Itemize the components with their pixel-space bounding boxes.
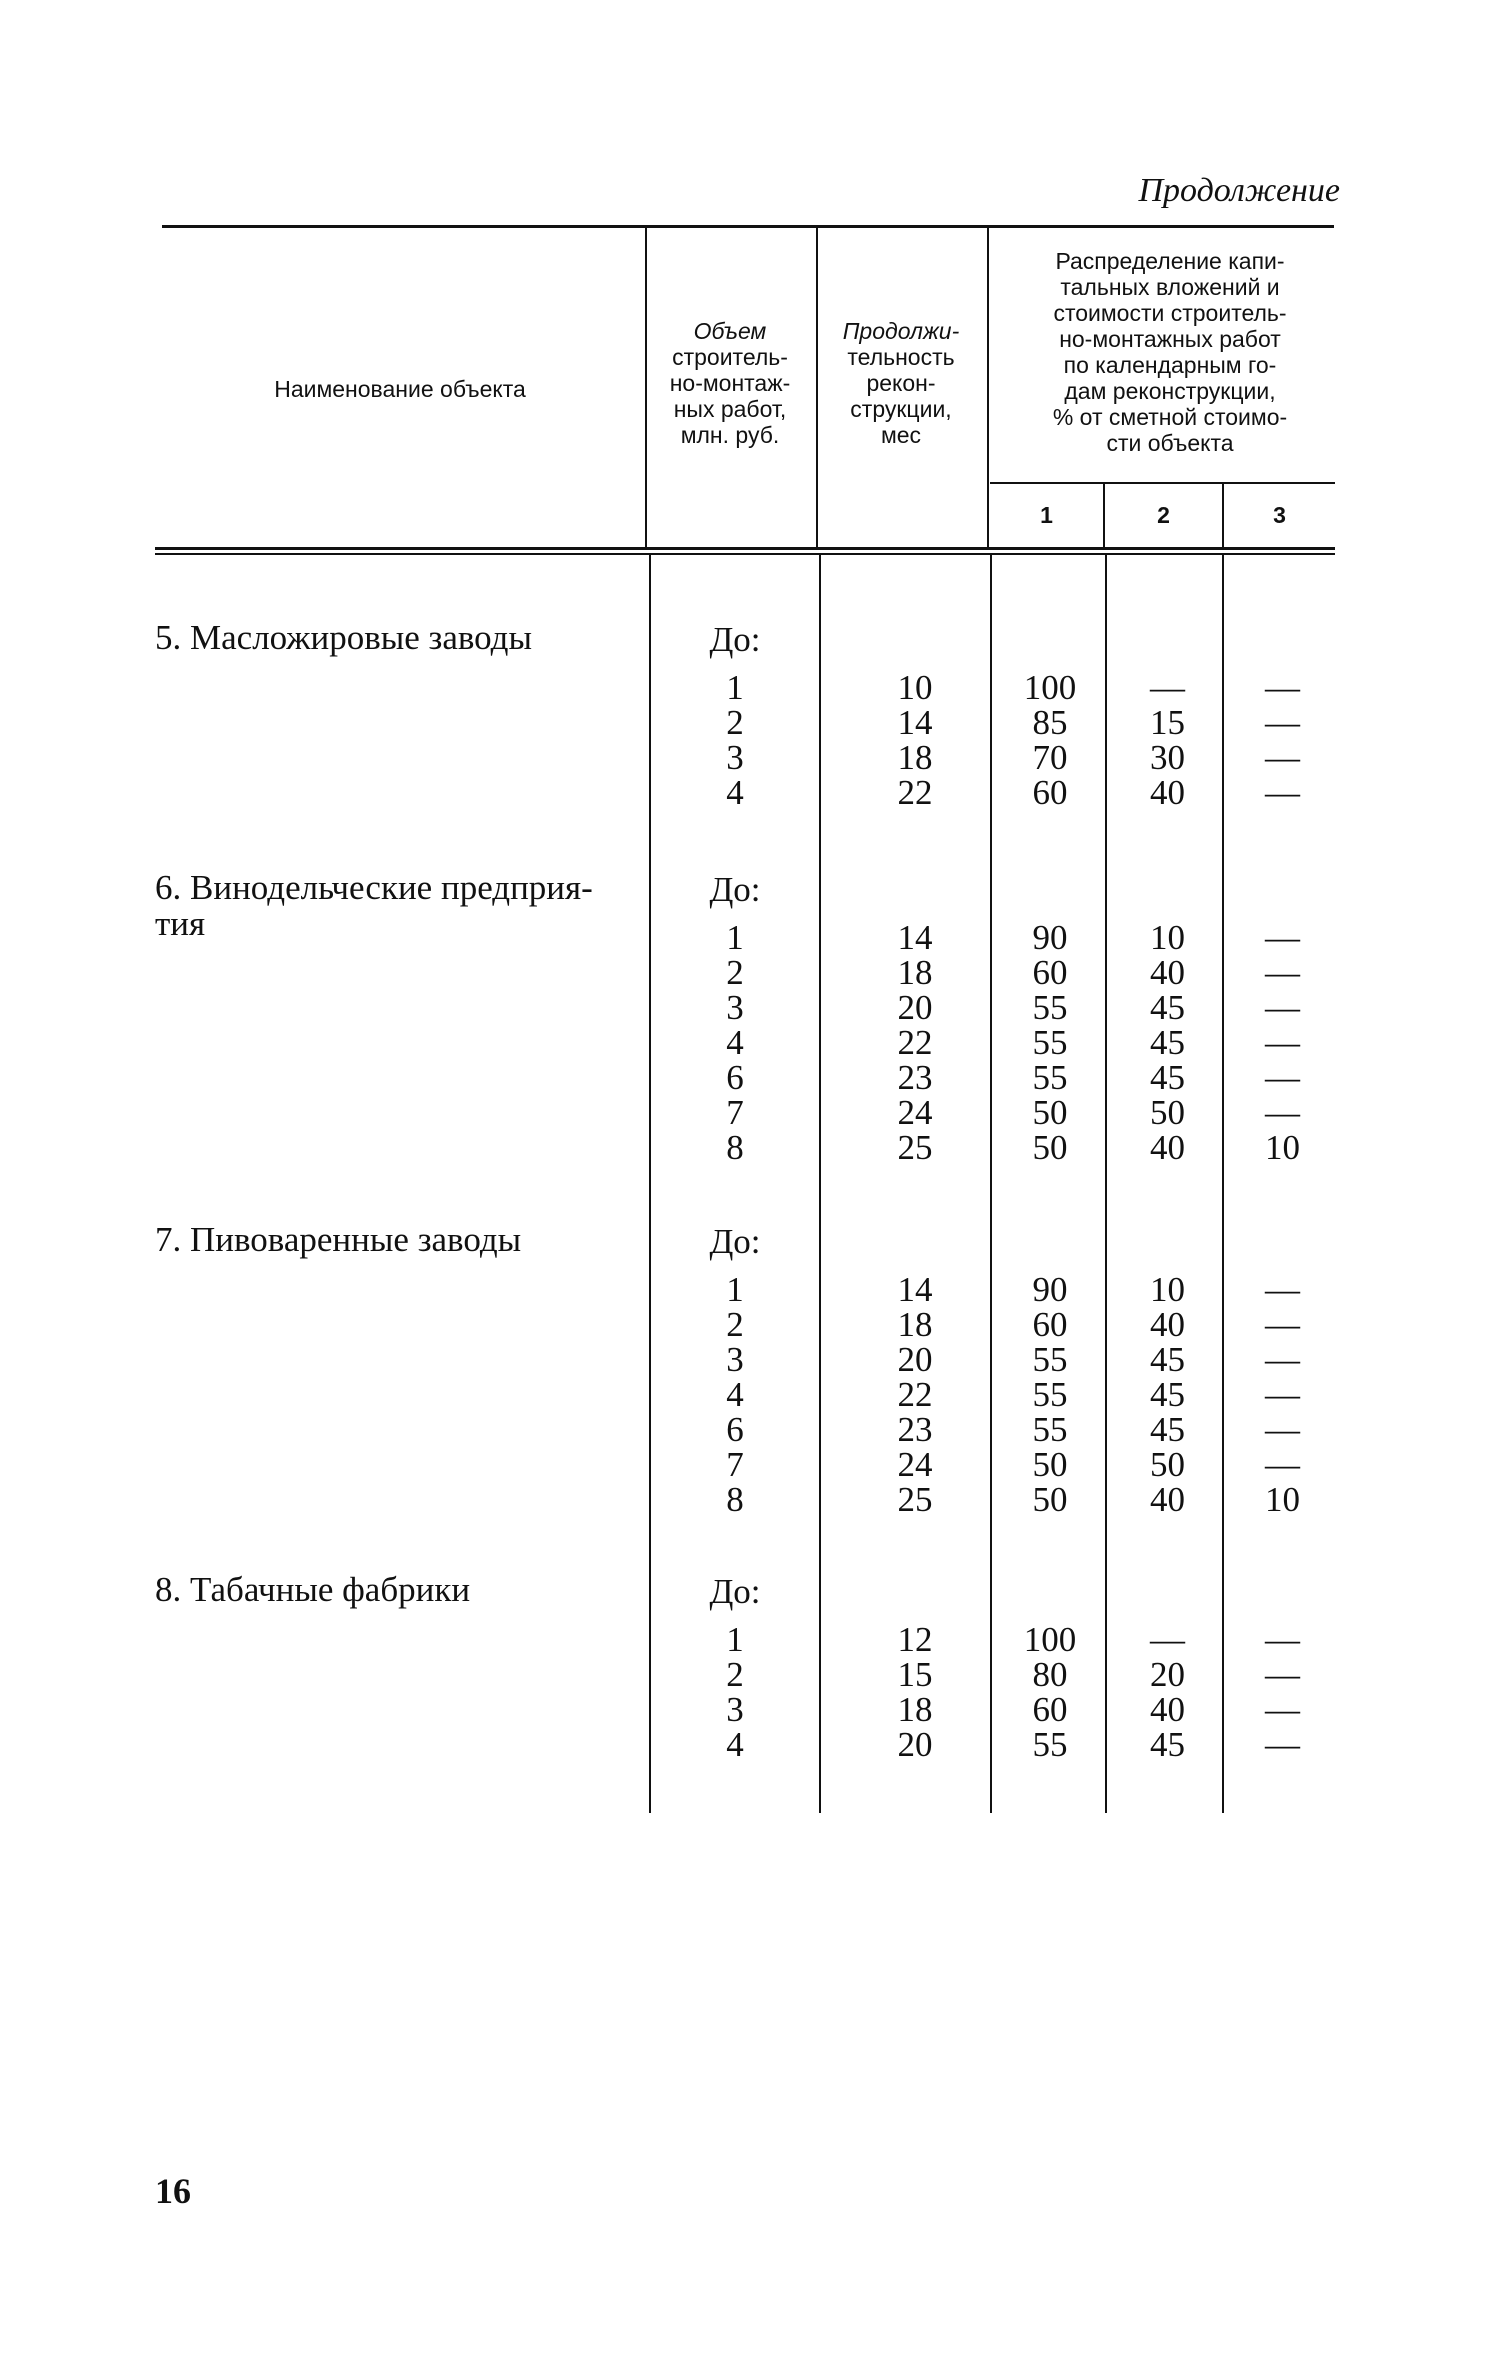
cell-duration: 14 bbox=[897, 1270, 933, 1309]
cell-y3: 10 bbox=[1265, 1480, 1300, 1519]
cell-duration: 25 bbox=[897, 1128, 933, 1167]
cell-y2: 45 bbox=[1150, 1340, 1185, 1379]
cell-y3: — bbox=[1265, 1023, 1300, 1062]
cell-duration: 22 bbox=[897, 1023, 933, 1062]
cell-y2: 40 bbox=[1150, 1480, 1185, 1519]
continuation-label: Продолжение bbox=[1138, 172, 1340, 209]
cell-y2: — bbox=[1150, 668, 1185, 707]
cell-volume: 3 bbox=[726, 1340, 744, 1379]
cell-duration: 14 bbox=[897, 918, 933, 957]
cell-duration: 18 bbox=[897, 738, 933, 777]
cell-volume: 3 bbox=[726, 738, 744, 777]
cell-y1: 100 bbox=[1023, 668, 1077, 707]
header-bottom-rule bbox=[155, 547, 1335, 550]
body-top-rule bbox=[155, 553, 1335, 555]
cell-y2: 45 bbox=[1150, 1023, 1185, 1062]
cell-y3: — bbox=[1265, 1093, 1300, 1132]
cell-y2: 40 bbox=[1150, 1305, 1185, 1344]
cell-y3: — bbox=[1265, 703, 1300, 742]
do-label: До: bbox=[709, 1572, 761, 1611]
cell-volume: 7 bbox=[726, 1445, 744, 1484]
cell-volume: 2 bbox=[726, 953, 744, 992]
cell-volume: 4 bbox=[726, 773, 744, 812]
cell-y2: 40 bbox=[1150, 1128, 1185, 1167]
cell-y2: 45 bbox=[1150, 1058, 1185, 1097]
header-distribution: Распределение капи- тальных вложений и стоимости строитель- но-монтажных работ по календарным го- дам реконструкции, % от сметной стоимо- сти объекта bbox=[1052, 248, 1288, 456]
group-title: 5. Масложировые заводы bbox=[155, 618, 532, 657]
cell-volume: 2 bbox=[726, 1305, 744, 1344]
cell-duration: 23 bbox=[897, 1410, 933, 1449]
cell-duration: 20 bbox=[897, 1340, 933, 1379]
cell-duration: 24 bbox=[897, 1093, 933, 1132]
cell-duration: 18 bbox=[897, 1690, 933, 1729]
cell-volume: 4 bbox=[726, 1375, 744, 1414]
cell-y1: 55 bbox=[1032, 1375, 1068, 1414]
cell-y3: — bbox=[1265, 1620, 1300, 1659]
cell-volume: 2 bbox=[726, 703, 744, 742]
cell-y1: 70 bbox=[1032, 738, 1068, 777]
cell-y2: 45 bbox=[1150, 1725, 1185, 1764]
cell-volume: 6 bbox=[726, 1058, 744, 1097]
cell-duration: 20 bbox=[897, 1725, 933, 1764]
do-label: До: bbox=[709, 1222, 761, 1261]
cell-y3: — bbox=[1265, 668, 1300, 707]
cell-y1: 55 bbox=[1032, 1058, 1068, 1097]
page-number: 16 bbox=[155, 2171, 191, 2211]
cell-volume: 3 bbox=[726, 1690, 744, 1729]
group-title: 7. Пивоваренные заводы bbox=[155, 1220, 522, 1259]
cell-duration: 18 bbox=[897, 1305, 933, 1344]
year-header-1: 1 bbox=[1040, 502, 1053, 528]
cell-y1: 90 bbox=[1032, 918, 1068, 957]
table-top-rule bbox=[162, 225, 1334, 228]
cell-y3: 10 bbox=[1265, 1128, 1300, 1167]
cell-y3: — bbox=[1265, 1305, 1300, 1344]
cell-y1: 60 bbox=[1032, 953, 1068, 992]
cell-y1: 50 bbox=[1032, 1093, 1068, 1132]
cell-y2: 10 bbox=[1150, 918, 1185, 957]
cell-y2: 45 bbox=[1150, 1375, 1185, 1414]
cell-volume: 3 bbox=[726, 988, 744, 1027]
cell-volume: 1 bbox=[726, 918, 744, 957]
col-line-vol-body bbox=[649, 555, 651, 1813]
cell-y1: 55 bbox=[1032, 988, 1068, 1027]
cell-volume: 1 bbox=[726, 1620, 744, 1659]
cell-volume: 8 bbox=[726, 1480, 744, 1519]
cell-y3: — bbox=[1265, 1690, 1300, 1729]
year-header-3: 3 bbox=[1273, 502, 1286, 528]
cell-duration: 14 bbox=[897, 703, 933, 742]
cell-duration: 24 bbox=[897, 1445, 933, 1484]
cell-duration: 20 bbox=[897, 988, 933, 1027]
cell-volume: 7 bbox=[726, 1093, 744, 1132]
cell-y2: 20 bbox=[1150, 1655, 1185, 1694]
do-label: До: bbox=[709, 870, 761, 909]
cell-y2: — bbox=[1150, 1620, 1185, 1659]
cell-y1: 80 bbox=[1032, 1655, 1068, 1694]
cell-volume: 4 bbox=[726, 1023, 744, 1062]
cell-duration: 10 bbox=[897, 668, 933, 707]
cell-y3: — bbox=[1265, 1340, 1300, 1379]
cell-y1: 50 bbox=[1032, 1480, 1068, 1519]
cell-y3: — bbox=[1265, 1655, 1300, 1694]
cell-duration: 23 bbox=[897, 1058, 933, 1097]
cell-volume: 8 bbox=[726, 1128, 744, 1167]
cell-y1: 55 bbox=[1032, 1725, 1068, 1764]
header-duration: Продолжи- тельность рекон- струкции, мес bbox=[842, 318, 960, 448]
cell-y2: 40 bbox=[1150, 953, 1185, 992]
cell-y2: 40 bbox=[1150, 773, 1185, 812]
cell-y1: 85 bbox=[1032, 703, 1068, 742]
cell-y1: 55 bbox=[1032, 1410, 1068, 1449]
cell-y1: 50 bbox=[1032, 1445, 1068, 1484]
cell-y2: 30 bbox=[1150, 738, 1185, 777]
header-name: Наименование объекта bbox=[274, 376, 526, 402]
cell-y2: 10 bbox=[1150, 1270, 1185, 1309]
cell-duration: 22 bbox=[897, 1375, 933, 1414]
cell-y3: — bbox=[1265, 953, 1300, 992]
group-title: 6. Винодельческие предприя- bbox=[155, 868, 593, 907]
cell-duration: 22 bbox=[897, 773, 933, 812]
cell-duration: 25 bbox=[897, 1480, 933, 1519]
cell-y3: — bbox=[1265, 1410, 1300, 1449]
cell-y1: 60 bbox=[1032, 773, 1068, 812]
do-label: До: bbox=[709, 620, 761, 659]
cell-volume: 2 bbox=[726, 1655, 744, 1694]
cell-y2: 50 bbox=[1150, 1093, 1185, 1132]
cell-y3: — bbox=[1265, 1058, 1300, 1097]
col-line-dist bbox=[987, 228, 989, 547]
cell-y1: 55 bbox=[1032, 1023, 1068, 1062]
year-header-2: 2 bbox=[1157, 502, 1170, 528]
header-volume: Объем строитель- но-монтаж- ных работ, млн. руб. bbox=[669, 318, 791, 448]
cell-y1: 100 bbox=[1023, 1620, 1077, 1659]
cell-volume: 1 bbox=[726, 668, 744, 707]
cell-y3: — bbox=[1265, 773, 1300, 812]
cell-y1: 50 bbox=[1032, 1128, 1068, 1167]
cell-duration: 15 bbox=[897, 1655, 933, 1694]
cell-volume: 1 bbox=[726, 1270, 744, 1309]
cell-volume: 6 bbox=[726, 1410, 744, 1449]
group-title: тия bbox=[155, 904, 206, 943]
cell-y1: 60 bbox=[1032, 1690, 1068, 1729]
cell-y3: — bbox=[1265, 988, 1300, 1027]
cell-volume: 4 bbox=[726, 1725, 744, 1764]
years-divider-rule bbox=[990, 482, 1335, 484]
cell-y1: 60 bbox=[1032, 1305, 1068, 1344]
cell-duration: 18 bbox=[897, 953, 933, 992]
cell-y2: 15 bbox=[1150, 703, 1185, 742]
cell-y2: 45 bbox=[1150, 1410, 1185, 1449]
cell-y3: — bbox=[1265, 1445, 1300, 1484]
col-line-dur-body bbox=[819, 555, 821, 1813]
cell-y1: 90 bbox=[1032, 1270, 1068, 1309]
cell-y2: 40 bbox=[1150, 1690, 1185, 1729]
cell-y1: 55 bbox=[1032, 1340, 1068, 1379]
cell-duration: 12 bbox=[897, 1620, 933, 1659]
cell-y2: 45 bbox=[1150, 988, 1185, 1027]
cell-y3: — bbox=[1265, 738, 1300, 777]
cell-y3: — bbox=[1265, 1725, 1300, 1764]
cell-y3: — bbox=[1265, 1375, 1300, 1414]
cell-y3: — bbox=[1265, 1270, 1300, 1309]
group-title: 8. Табачные фабрики bbox=[155, 1570, 471, 1609]
cell-y3: — bbox=[1265, 918, 1300, 957]
cell-y2: 50 bbox=[1150, 1445, 1185, 1484]
